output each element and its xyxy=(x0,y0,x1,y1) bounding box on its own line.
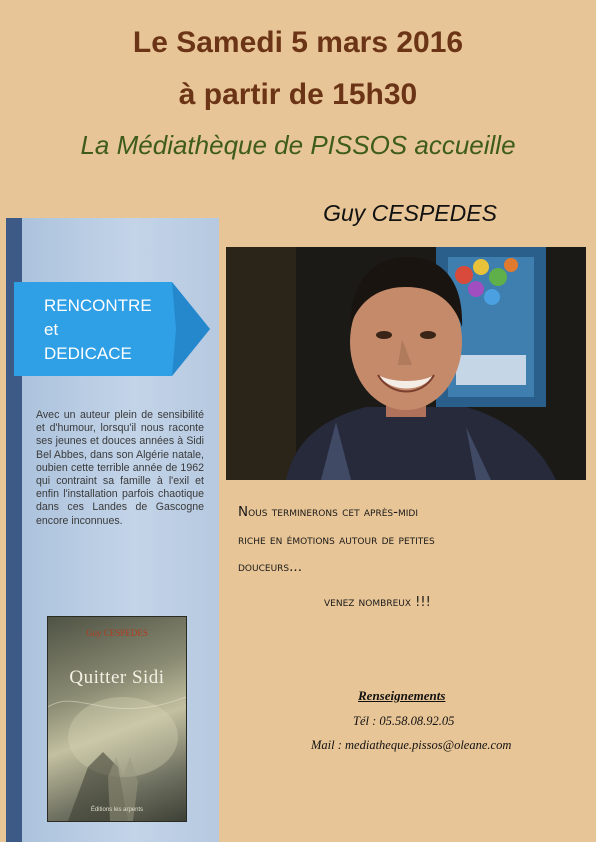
info-email: Mail : mediatheque.pissos@oleane.com xyxy=(311,738,512,752)
closing-message-line-3: douceurs... xyxy=(238,559,302,575)
info-phone: Tél : 05.58.08.92.05 xyxy=(353,714,455,728)
banner-line-rencontre: RENCONTRE xyxy=(44,296,152,315)
book-publisher: Éditions les arpents xyxy=(90,807,144,813)
banner-line-dedicace: DEDICACE xyxy=(44,344,132,363)
closing-message-line-1: Nous terminerons cet après-midi xyxy=(238,504,418,520)
book-cover-illustration xyxy=(48,617,186,821)
rencontre-banner xyxy=(14,282,210,376)
book-cover xyxy=(47,616,187,822)
author-photo xyxy=(226,247,586,480)
event-date: Le Samedi 5 mars 2016 xyxy=(132,26,464,59)
author-description: Avec un auteur plein de sensibilité et d'humour, lorsqu'il nous raconte ses jeunes et douces années à Sidi Bel Abbes, dans son Algérie natale, oubien cette terrible année de 1962 qui contraint sa famille à l'exil et enfin l'installation parfois chaotique dans ces Landes de Gascogne encore inconnues. xyxy=(36,409,204,527)
banner-line-et: et xyxy=(44,320,59,339)
banner-text xyxy=(44,294,152,366)
event-time: à partir de 15h30 xyxy=(178,78,418,111)
book-title: Quitter Sidi xyxy=(69,667,165,688)
info-heading: Renseignements xyxy=(358,688,446,703)
book-author: Guy CESPEDES xyxy=(86,628,148,638)
venez-nombreux: venez nombreux !!! xyxy=(324,595,431,610)
closing-message-line-2: riche en émotions autour de petites xyxy=(238,532,435,548)
author-portrait-image xyxy=(226,247,586,480)
author-name: Guy CESPEDES xyxy=(323,200,497,226)
event-subtitle: La Médiathèque de PISSOS accueille xyxy=(80,130,516,160)
